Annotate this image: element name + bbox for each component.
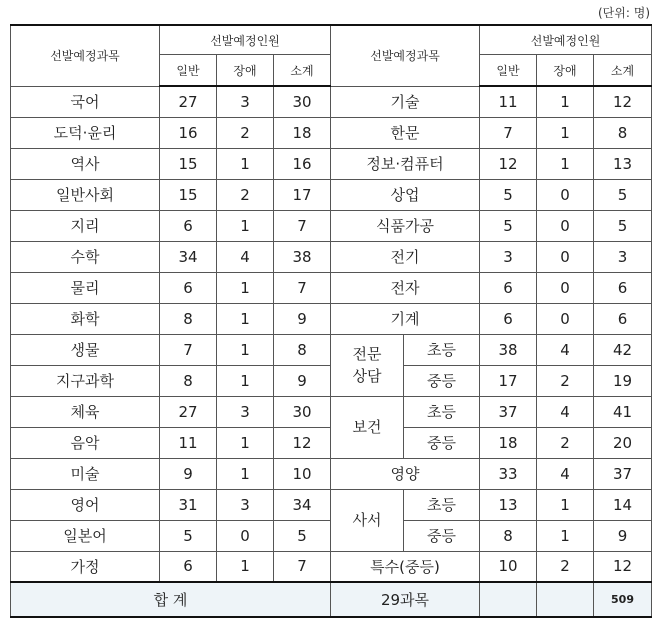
subject-cell: 수학 [11, 241, 160, 272]
subject-cell: 지구과학 [11, 365, 160, 396]
subject-cell: 전자 [331, 272, 480, 303]
disabled-cell: 2 [537, 365, 594, 396]
table-row [11, 117, 652, 148]
total-disabled-cell [537, 582, 594, 617]
subject-cell: 국어 [11, 86, 160, 117]
subtotal-cell: 5 [594, 210, 652, 241]
general-cell: 6 [480, 272, 537, 303]
disabled-cell: 3 [217, 86, 274, 117]
disabled-cell: 2 [537, 551, 594, 582]
subject-cell: 생물 [11, 334, 160, 365]
subtotal-cell: 5 [274, 520, 331, 551]
general-cell: 34 [160, 241, 217, 272]
table-row [11, 241, 652, 272]
header-subject-right: 선발예정과목 [331, 25, 480, 86]
general-cell: 16 [160, 117, 217, 148]
disabled-cell: 1 [217, 210, 274, 241]
subject-cell: 전기 [331, 241, 480, 272]
table-header [11, 25, 652, 86]
recruitment-table [10, 24, 652, 618]
general-cell: 38 [480, 334, 537, 365]
general-cell: 15 [160, 179, 217, 210]
general-cell: 27 [160, 396, 217, 427]
disabled-cell: 1 [217, 551, 274, 582]
subtotal-cell: 6 [594, 272, 652, 303]
subject-cell: 화학 [11, 303, 160, 334]
table-row [11, 210, 652, 241]
subtotal-cell: 8 [274, 334, 331, 365]
disabled-cell: 4 [537, 334, 594, 365]
general-cell: 31 [160, 489, 217, 520]
subject-cell: 기계 [331, 303, 480, 334]
subtotal-cell: 7 [274, 210, 331, 241]
subtotal-cell: 10 [274, 458, 331, 489]
general-cell: 6 [480, 303, 537, 334]
general-cell: 5 [160, 520, 217, 551]
sub-subject-cell: 초등 [404, 396, 480, 427]
subtotal-cell: 38 [274, 241, 331, 272]
general-cell: 5 [480, 179, 537, 210]
header-general: 일반 [480, 55, 537, 87]
subtotal-cell: 14 [594, 489, 652, 520]
subtotal-cell: 12 [594, 86, 652, 117]
sub-subject-cell: 초등 [404, 334, 480, 365]
subject-cell: 식품가공 [331, 210, 480, 241]
subtotal-cell: 18 [274, 117, 331, 148]
general-cell: 3 [480, 241, 537, 272]
table-row [11, 303, 652, 334]
general-cell: 37 [480, 396, 537, 427]
table-row [11, 272, 652, 303]
general-cell: 9 [160, 458, 217, 489]
general-cell: 12 [480, 148, 537, 179]
general-cell: 7 [480, 117, 537, 148]
subtotal-cell: 17 [274, 179, 331, 210]
disabled-cell: 1 [537, 489, 594, 520]
sub-subject-cell: 중등 [404, 365, 480, 396]
disabled-cell: 4 [537, 458, 594, 489]
subtotal-cell: 19 [594, 365, 652, 396]
disabled-cell: 0 [537, 241, 594, 272]
disabled-cell: 0 [537, 272, 594, 303]
subject-cell: 특수(중등) [331, 551, 480, 582]
table-row [11, 86, 652, 117]
subtotal-cell: 7 [274, 551, 331, 582]
general-cell: 6 [160, 210, 217, 241]
subject-cell: 기술 [331, 86, 480, 117]
header-subtotal: 소계 [274, 55, 331, 87]
subtotal-cell: 30 [274, 396, 331, 427]
subject-cell: 도덕·윤리 [11, 117, 160, 148]
disabled-cell: 0 [537, 210, 594, 241]
subject-cell: 체육 [11, 396, 160, 427]
subtotal-cell: 6 [594, 303, 652, 334]
subtotal-cell: 9 [594, 520, 652, 551]
disabled-cell: 3 [217, 396, 274, 427]
header-subtotal: 소계 [594, 55, 652, 87]
header-disabled: 장애 [537, 55, 594, 87]
total-label: 합 계 [11, 582, 331, 617]
disabled-cell: 1 [217, 334, 274, 365]
total-sum: 509 [594, 582, 652, 617]
header-disabled: 장애 [217, 55, 274, 87]
subject-cell: 상업 [331, 179, 480, 210]
subtotal-cell: 16 [274, 148, 331, 179]
table-row [11, 334, 652, 365]
subtotal-cell: 7 [274, 272, 331, 303]
subtotal-cell: 12 [594, 551, 652, 582]
group-counseling-line1: 전문 [352, 345, 382, 363]
general-cell: 6 [160, 272, 217, 303]
disabled-cell: 1 [217, 272, 274, 303]
disabled-cell: 1 [537, 86, 594, 117]
subtotal-cell: 8 [594, 117, 652, 148]
disabled-cell: 2 [217, 117, 274, 148]
disabled-cell: 1 [217, 303, 274, 334]
general-cell: 15 [160, 148, 217, 179]
general-cell: 5 [480, 210, 537, 241]
group-librarian: 사서 [331, 489, 404, 551]
group-counseling [331, 334, 404, 396]
subtotal-cell: 34 [274, 489, 331, 520]
subject-cell: 한문 [331, 117, 480, 148]
general-cell: 11 [480, 86, 537, 117]
unit-label: (단위: 명) [598, 6, 650, 20]
total-general-cell [480, 582, 537, 617]
subtotal-cell: 20 [594, 427, 652, 458]
group-counseling-line2: 상담 [352, 367, 382, 385]
header-planned-right: 선발예정인원 [480, 25, 652, 55]
disabled-cell: 2 [217, 179, 274, 210]
subject-cell: 역사 [11, 148, 160, 179]
sub-subject-cell: 중등 [404, 427, 480, 458]
general-cell: 8 [160, 365, 217, 396]
table-row [11, 551, 652, 582]
general-cell: 6 [160, 551, 217, 582]
disabled-cell: 1 [217, 458, 274, 489]
general-cell: 33 [480, 458, 537, 489]
subtotal-cell: 37 [594, 458, 652, 489]
subtotal-cell: 30 [274, 86, 331, 117]
sub-subject-cell: 초등 [404, 489, 480, 520]
table-row [11, 148, 652, 179]
disabled-cell: 0 [537, 179, 594, 210]
subject-cell: 지리 [11, 210, 160, 241]
general-cell: 10 [480, 551, 537, 582]
subtotal-cell: 9 [274, 365, 331, 396]
table-row [11, 396, 652, 427]
subtotal-cell: 12 [274, 427, 331, 458]
header-subject-left: 선발예정과목 [11, 25, 160, 86]
disabled-cell: 1 [537, 148, 594, 179]
subject-cell: 미술 [11, 458, 160, 489]
sub-subject-cell: 중등 [404, 520, 480, 551]
subject-cell: 일반사회 [11, 179, 160, 210]
general-cell: 18 [480, 427, 537, 458]
subtotal-cell: 13 [594, 148, 652, 179]
subject-cell: 물리 [11, 272, 160, 303]
subject-cell: 정보·컴퓨터 [331, 148, 480, 179]
disabled-cell: 3 [217, 489, 274, 520]
disabled-cell: 1 [217, 427, 274, 458]
disabled-cell: 1 [537, 117, 594, 148]
general-cell: 8 [480, 520, 537, 551]
disabled-cell: 0 [537, 303, 594, 334]
disabled-cell: 0 [217, 520, 274, 551]
header-planned-left: 선발예정인원 [160, 25, 331, 55]
subject-cell: 영양 [331, 458, 480, 489]
subtotal-cell: 41 [594, 396, 652, 427]
general-cell: 7 [160, 334, 217, 365]
total-row [11, 582, 652, 617]
table-row [11, 458, 652, 489]
subtotal-cell: 9 [274, 303, 331, 334]
header-general: 일반 [160, 55, 217, 87]
subject-cell: 일본어 [11, 520, 160, 551]
general-cell: 17 [480, 365, 537, 396]
subject-cell: 음악 [11, 427, 160, 458]
group-health: 보건 [331, 396, 404, 458]
general-cell: 27 [160, 86, 217, 117]
subtotal-cell: 3 [594, 241, 652, 272]
subtotal-cell: 5 [594, 179, 652, 210]
disabled-cell: 1 [217, 148, 274, 179]
disabled-cell: 4 [217, 241, 274, 272]
disabled-cell: 4 [537, 396, 594, 427]
general-cell: 8 [160, 303, 217, 334]
subject-cell: 가정 [11, 551, 160, 582]
table-row [11, 179, 652, 210]
table-row [11, 489, 652, 520]
disabled-cell: 1 [537, 520, 594, 551]
general-cell: 11 [160, 427, 217, 458]
subject-cell: 영어 [11, 489, 160, 520]
general-cell: 13 [480, 489, 537, 520]
disabled-cell: 1 [217, 365, 274, 396]
disabled-cell: 2 [537, 427, 594, 458]
subtotal-cell: 42 [594, 334, 652, 365]
total-subjects: 29과목 [331, 582, 480, 617]
